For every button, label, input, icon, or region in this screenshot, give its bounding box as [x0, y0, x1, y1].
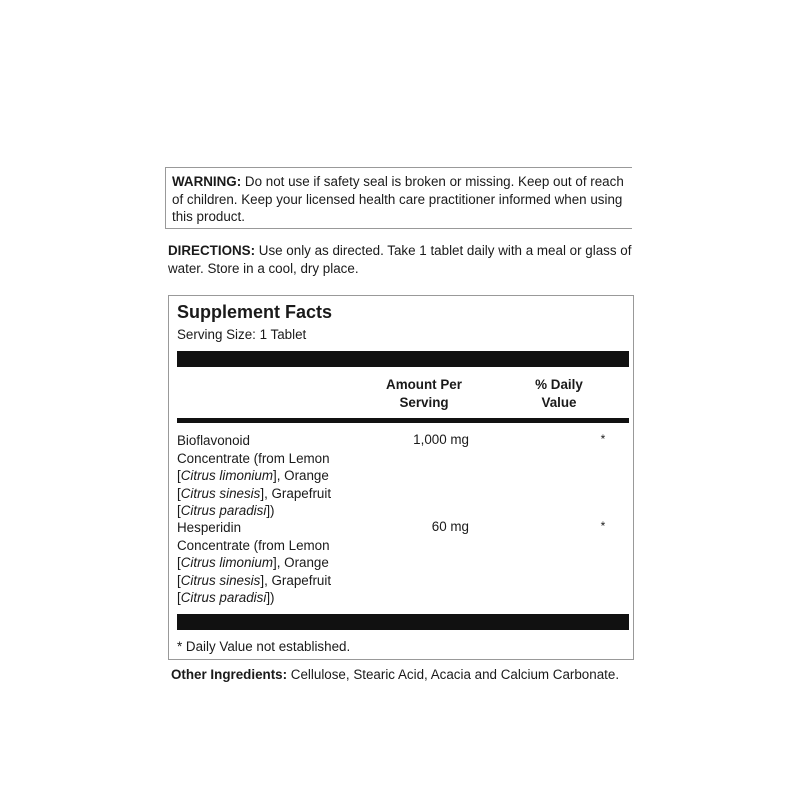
divider-thick-top	[177, 351, 629, 367]
ingredient-dv-bioflavonoid: *	[600, 432, 606, 446]
bracket-open: [	[177, 468, 181, 483]
column-header-amount-line1: Amount Per	[386, 377, 462, 392]
latin-name: Citrus limonium	[180, 555, 273, 570]
other-ingredients	[171, 666, 631, 684]
column-header-amount-line2: Serving	[399, 394, 449, 410]
ingredient-line	[177, 554, 377, 572]
ingredient-line	[177, 502, 377, 520]
directions	[168, 242, 638, 277]
directions-text: Use only as directed. Take 1 tablet daily with a meal or glass of water. Store in a cool, dry place.	[168, 243, 632, 276]
supplement-facts-title: Supplement Facts	[177, 302, 333, 322]
bracket-open: [	[177, 503, 181, 518]
bracket-close: ], Grapefruit	[260, 572, 332, 588]
latin-name: Citrus sinesis	[180, 485, 261, 501]
ingredient-line	[177, 467, 377, 485]
supplement-facts-panel	[168, 295, 634, 660]
ingredient-line	[177, 485, 377, 503]
column-header-dv-line1: % Daily	[535, 377, 583, 392]
column-header-dv-line2: Value	[541, 394, 577, 410]
ingredient-amount-bioflavonoid: 1,000 mg	[413, 432, 469, 447]
bracket-open: [	[177, 555, 181, 570]
warning-text: Do not use if safety seal is broken or missing. Keep out of reach of children. Keep your licensed health care practitioner informed when using this product.	[172, 174, 624, 224]
warning-box	[165, 167, 632, 229]
latin-name: Citrus sinesis	[180, 572, 261, 588]
ingredient-line	[177, 572, 377, 590]
latin-name: Citrus paradisi	[180, 590, 267, 605]
bracket-close: ])	[266, 503, 275, 518]
bracket-open: [	[177, 572, 181, 588]
latin-name: Citrus limonium	[180, 468, 273, 483]
bracket-close: ])	[266, 590, 275, 605]
ingredient-line: Concentrate (from Lemon	[177, 450, 330, 466]
ingredient-dv-hesperidin: *	[600, 519, 606, 533]
ingredient-name-hesperidin	[177, 519, 377, 607]
bracket-close: ], Grapefruit	[260, 485, 332, 501]
ingredient-line	[177, 589, 377, 607]
ingredient-amount-hesperidin: 60 mg	[431, 519, 469, 534]
ingredient-line: Hesperidin	[177, 520, 242, 535]
divider-thick-bottom	[177, 614, 629, 630]
bracket-open: [	[177, 590, 181, 605]
latin-name: Citrus paradisi	[180, 503, 267, 518]
bracket-open: [	[177, 485, 181, 501]
ingredient-line: Concentrate (from Lemon	[177, 537, 330, 553]
warning-label: WARNING:	[172, 174, 242, 189]
bracket-close: ], Orange	[273, 468, 329, 483]
other-ingredients-text: Cellulose, Stearic Acid, Acacia and Calcium Carbonate.	[287, 667, 620, 682]
divider-mid	[177, 418, 629, 423]
ingredient-line: Bioflavonoid	[177, 433, 250, 448]
footnote: * Daily Value not established.	[177, 639, 351, 654]
column-header-amount	[364, 376, 484, 411]
ingredient-name-bioflavonoid	[177, 432, 377, 520]
other-ingredients-label: Other Ingredients:	[171, 667, 288, 682]
serving-size: Serving Size: 1 Tablet	[177, 327, 307, 342]
directions-label: DIRECTIONS:	[168, 243, 256, 258]
bracket-close: ], Orange	[273, 555, 329, 570]
column-header-daily-value	[519, 376, 599, 411]
